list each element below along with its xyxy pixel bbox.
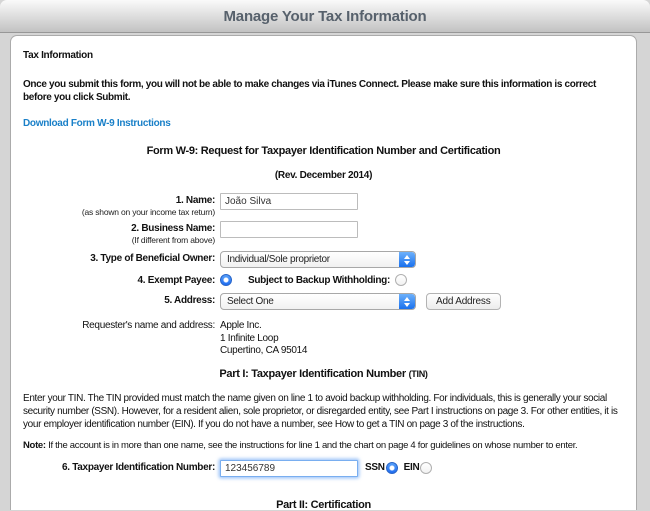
- exempt-payee-radio[interactable]: [220, 274, 232, 286]
- requester-address-line: 1 Infinite Loop: [220, 332, 279, 344]
- address-selected-value: Select One: [227, 296, 274, 307]
- part2-title: Part II: Certification: [276, 498, 371, 511]
- tin-label: 6. Taxpayer Identification Number:: [62, 461, 215, 473]
- tin-row: [23, 460, 624, 477]
- exempt-payee-label: 4. Exempt Payee:: [137, 274, 215, 286]
- backup-withholding-label: Subject to Backup Withholding:: [248, 274, 391, 286]
- name-input[interactable]: [220, 193, 358, 210]
- download-w9-instructions-link[interactable]: Download Form W-9 Instructions: [23, 118, 171, 129]
- requester-address-line: Apple Inc.: [220, 320, 262, 331]
- business-name-sublabel: (If different from above): [131, 235, 215, 245]
- name-label: 1. Name: (as shown on your income tax return): [23, 193, 220, 217]
- requester-label: Requester's name and address:: [82, 320, 215, 331]
- beneficial-owner-selected-value: Individual/Sole proprietor: [227, 254, 330, 265]
- page-title: Manage Your Tax Information: [223, 7, 427, 25]
- tin-note: Note: If the account is in more than one name, see the instructions for line 1 and the chart on page 4 for guidelines on whose number to enter.: [23, 439, 578, 451]
- business-name-label: 2. Business Name: (If different from above): [23, 221, 220, 245]
- business-name-input[interactable]: [220, 221, 358, 238]
- window-header: [0, 0, 650, 33]
- form-w9-title: Form W-9: Request for Taxpayer Identification Number and Certification: [146, 145, 501, 157]
- name-sublabel: (as shown on your income tax return): [81, 207, 215, 217]
- beneficial-owner-label: 3. Type of Beneficial Owner:: [90, 253, 215, 264]
- beneficial-owner-row: [23, 251, 624, 268]
- requester-address: [220, 318, 307, 358]
- exempt-payee-row: [23, 274, 624, 286]
- section-title: Tax Information: [23, 50, 93, 61]
- ssn-radio[interactable]: [386, 462, 398, 474]
- name-row: [23, 193, 624, 217]
- ein-radio[interactable]: [420, 462, 432, 474]
- tin-type-group: [365, 460, 432, 474]
- tin-instructions: Enter your TIN. The TIN provided must match the name given on line 1 to avoid backup withholding. For individuals, this is generally your social security number (SSN). However, for a resident alien, sole proprietor, or disregarded entity, see Part I instructions on page 3. For other entities, it is your employer identification number (EIN). If you do not have a number, see How to get a TIN on page 3 of the instructions.: [23, 392, 618, 430]
- select-stepper-icon: [399, 294, 415, 309]
- address-label: 5. Address:: [164, 295, 215, 306]
- beneficial-owner-select[interactable]: [220, 251, 416, 268]
- add-address-button[interactable]: Add Address: [426, 293, 501, 310]
- backup-withholding-radio[interactable]: [395, 274, 407, 286]
- address-row: [23, 293, 624, 310]
- part1-title: Part I: Taxpayer Identification Number (TIN): [219, 367, 428, 380]
- tin-input[interactable]: [220, 460, 358, 477]
- requester-address-line: Cupertino, CA 95014: [220, 345, 308, 356]
- tax-form-panel: [10, 35, 637, 510]
- submit-warning-text: Once you submit this form, you will not be able to make changes via iTunes Connect. Please make sure this information is correct before you click Submit.: [23, 79, 596, 103]
- requester-row: [23, 318, 624, 358]
- address-select[interactable]: [220, 293, 416, 310]
- select-stepper-icon: [399, 252, 415, 267]
- form-revision: (Rev. December 2014): [274, 170, 373, 181]
- ein-label: EIN: [403, 462, 420, 473]
- ssn-label: SSN: [365, 462, 385, 473]
- business-name-row: [23, 221, 624, 245]
